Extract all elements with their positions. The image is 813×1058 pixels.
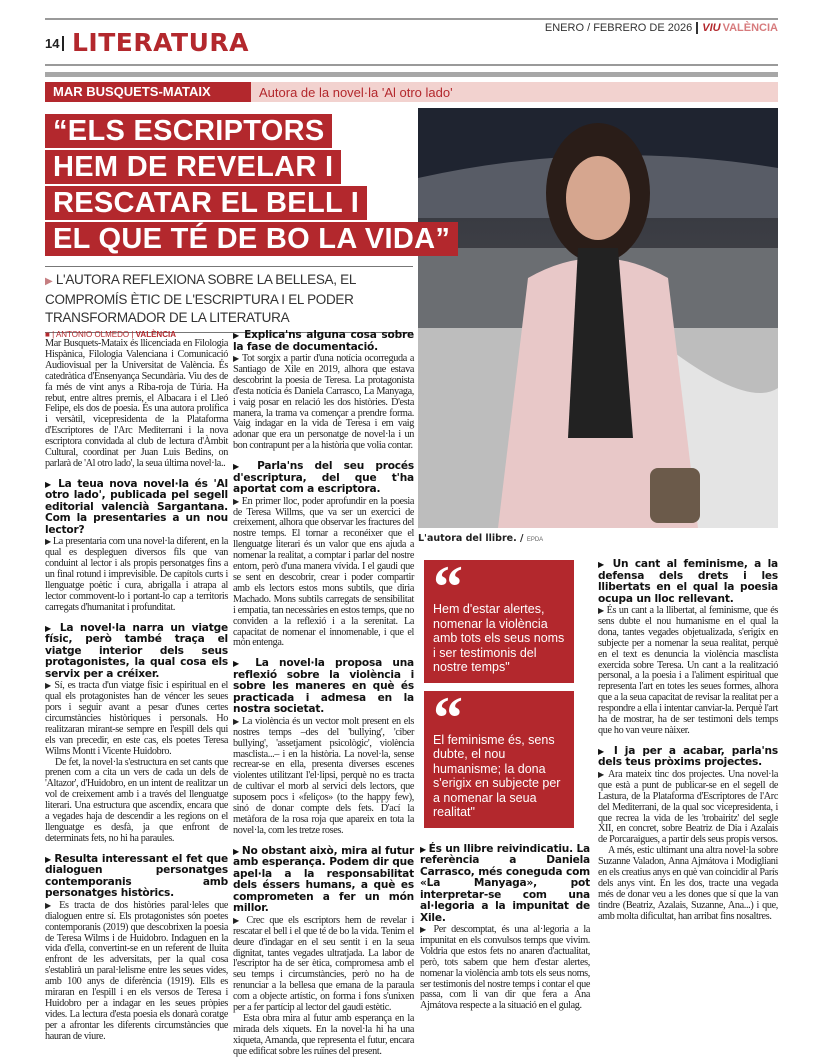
interview-answer (598, 606, 778, 737)
interview-question (233, 846, 414, 915)
dateline (545, 22, 778, 34)
arrow-icon: ▶ (45, 623, 60, 633)
author-role: Autora de la novel·la 'Al otro lado' (259, 84, 453, 100)
interview-question (45, 479, 228, 537)
interview-answer (45, 537, 228, 613)
interview-answer (233, 916, 414, 1014)
interview-question (598, 746, 778, 769)
header-rule (45, 64, 778, 66)
answer-text: Es tracta de dos històries paral·leles que dialoguen entre sí. Els protagonistes són poetes contemporanis (2019) que descobrixen la poesia de Teresa Wilms i de Huidobro. Indaguen en la vida d'ella, convertint-se en un referent de lluita enfront de les adversitats, per la qual cosa s'establirà un paral·lelisme entre les seues vides, amb 100 anys de diferència (1919). Ells es miraran en l'espill i en els versos de Teresa i Huidobro per a indagar en les seues pròpies vides. La lectura d'esta poesia els donarà coratge per a afrontar les diferents circumstàncies que hauran de viure. (45, 899, 228, 1042)
question-text: No obstant això, mira al futur amb esperança. Podem dir que apel·la a la responsabilitat dels éssers humans, a què es comprometen a fer un món millor. (233, 844, 414, 915)
question-text: Explica'ns alguna cosa sobre la fase de documentació. (233, 329, 414, 353)
issue-date: ENERO / FEBRERO DE 2026 (544, 22, 693, 34)
interview-answer (598, 846, 778, 922)
article-column-2 (233, 329, 415, 1057)
interview-question (45, 623, 228, 681)
arrow-icon: ▶ (233, 716, 242, 726)
pull-quote-text: El feminisme és, sens dubte, el nou humanisme; la dona s'erigix en subjecte per a nomenar la seua realitat" (433, 732, 561, 819)
arrow-icon: ▶ (45, 854, 55, 864)
headline-line: HEM DE REVELAR I (45, 150, 341, 184)
arrow-icon: ▶ (233, 846, 242, 856)
arrow-icon: ▶ (233, 659, 256, 669)
answer-text: Ara mateix tinc dos projectes. Una novel·la que està a punt de publicar-se en el segell de Lastura, de la Plataforma d'Escriptores de l'Arc del Mediterrani, de la qual soc vicepresidenta, i que recrea la vida de les 'trobairitz' del segle XII, en concret, sobre Beatriz de Dia i Azalais de Porcaraigues, a partir dels seus propis versos. (598, 768, 779, 846)
interview-answer (233, 354, 414, 452)
pull-quote (424, 684, 574, 828)
arrow-icon: ▶ (233, 915, 247, 925)
headline (45, 114, 495, 258)
page-number: 14 (45, 36, 64, 51)
article-column-3 (420, 844, 590, 1013)
byline-city: VALÈNCIA (135, 330, 176, 339)
section-title: LITERATURA (72, 28, 249, 57)
answer-text: La presentaria com una novel·la diferent, en la qual es despleguen diversos fils que van conduint al lector i als propis personatges fins a un final rotund i imprevisible. De capítols curts i llenguatge poètic i cura, abrigalla i atrapa al lector commovent-lo i portant-lo cap a territoris carregats d'humanitat i profunditat. (45, 536, 228, 613)
triangle-icon: ▶ (45, 276, 53, 287)
header-bar (45, 72, 778, 77)
article-column-1 (45, 330, 229, 1042)
arrow-icon: ▶ (233, 496, 242, 506)
byline: ■ | ANTONIO OLMEDO | VALÈNCIA (45, 330, 176, 339)
interview-answer (45, 758, 228, 845)
arrow-icon: ▶ (233, 354, 242, 363)
subheadline (45, 266, 413, 333)
photo-caption (418, 533, 543, 544)
interview-question (598, 559, 778, 605)
interview-question (420, 844, 590, 925)
headline-line: RESCATAR EL BELL I (45, 186, 367, 220)
headline-line: “ELS ESCRIPTORS (45, 114, 332, 148)
pull-quote-text: Hem d'estar alertes, nomenar la violència amb tots els seus noms i ser testimonis del nostre temps" (433, 602, 565, 674)
top-rule (45, 18, 778, 20)
brand-logo: VIU VALÈNCIA (696, 22, 778, 34)
arrow-icon: ▶ (420, 925, 434, 934)
article-column-4 (598, 559, 778, 999)
square-icon: ■ (45, 330, 50, 339)
arrow-icon: ▶ (598, 560, 613, 569)
answer-text: De fet, la novel·la s'estructura en set cants que prenen com a cita un vers de cada un dels de 'Altazor', d'Huidobro, en un intent de realitzar un vol de creixement amb i a través del llenguatge literari. Una estructura que ascendix, encara que a vegades haja de descendir a les regions on el llenguatge es desfà, ja que enfront de determinats fets, no hi ha paraules. (45, 756, 228, 844)
subheadline-text: L'AUTORA REFLEXIONA SOBRE LA BELLESA, EL COMPROMÍS ÈTIC DE L'ESCRIPTURA I EL PODER TRANSFORMADOR DE LA LITERATURA (45, 272, 356, 325)
answer-text: Sí, es tracta d'un viatge físic i espiritual en el qual els protagonistes han de véncer les seues pors i seguir avant a pesar d'unes certes circumstàncies històriques i personals. Ho realitzaran mirant-se sempre en l'espill dels qui els van precedir, en este cas, els poetes Teresa Wilms Montt i Vicente Huidobro. (45, 680, 229, 757)
arrow-icon: ▶ (420, 844, 429, 854)
caption-text: L'autora del llibre. / (418, 533, 524, 544)
interview-answer (233, 717, 414, 837)
headline-line: EL QUE TÉ DE BO LA VIDA” (45, 222, 458, 256)
author-name: MAR BUSQUETS-MATAIX (45, 82, 251, 102)
arrow-icon: ▶ (45, 681, 55, 691)
interview-question (45, 854, 228, 900)
quote-mark-icon: “ (433, 684, 463, 751)
arrow-icon: ▶ (45, 537, 53, 547)
interview-answer (598, 770, 778, 846)
author-bar (45, 82, 778, 102)
interview-answer (45, 901, 228, 1043)
question-text: És un llibre reivindicatiu. La referència a Daniela Carrasco, més coneguda com «La Manyaga», pot interpretar-se com una al·legoria a la impunitat de Xile. (420, 842, 590, 924)
question-text: La teua nova novel·la és 'Al otro lado', publicada pel segell editorial valencià Sargantana. Com la presentaries a un nou lector? (45, 477, 228, 536)
answer-text: Per descomptat, és una al·legoria a la impunitat en els convulsos temps que vivim. Voldria que estos fets no anaren d'actualitat, però, tots sabem que hem d'estar alertes, nomenar la violència amb tots els seus noms, ser testimonis del nostre temps i contar el que passa, com li van dir que fera a Ana Ajmátova respecte a la situació en el gulag. (420, 924, 590, 1012)
interview-answer (420, 925, 590, 1012)
answer-text: Esta obra mira al futur amb esperança en la mirada dels xiquets. En la novel·la hi ha una xiqueta, Amanda, que representa el futur, encara que edificat sobre les ruïnes del present. (233, 1012, 414, 1057)
question-text: Parla'ns del seu procés d'escriptura, del que t'ha aportat com a escriptora. (233, 460, 414, 496)
arrow-icon: ▶ (598, 606, 607, 615)
photo-credit: EPDA (526, 537, 544, 543)
byline-author: ANTONIO OLMEDO (55, 330, 130, 339)
interview-answer (45, 681, 228, 757)
quote-mark-icon: “ (433, 554, 463, 620)
answer-text: És un cant a la llibertat, al feminisme, que és sens dubte el nou humanisme en el qual la dona, tantes vegades objetualizada, s'erigix en subjecte per a nomenar la seua realitat, perquè en el text es denuncia la violència masclista exercida sobre Teresa. Un cant a la realització personal, a la poesia i a l'aliment espiritual que representa l'art en totes les seues formes, alhora que a la seua capacitat de revisar la realitat per a respondre a ella i intentar canviar-la. Perquè l'art ha de mostrar, ha de ser testimoni dels temps que ho van veure nàixer. (598, 605, 778, 736)
answer-text: Tot sorgix a partir d'una notícia ocorreguda a Santiago de Xile en 2019, alhora que estava descobrint la poesia de Teresa. La protagonista d'esta notícia és Daniela Carrasco, La Manyaga, i vaig posar en relació les dos històries. D'esta manera, la trama va començar a prendre forma. Vaig indagar en la vida de Teresa i em vaig adonar que era un personatge de novel·la i un bon contrapunt per a la història que volia contar. (233, 353, 414, 452)
article-column-3-wrapper (420, 554, 592, 1012)
arrow-icon: ▶ (233, 331, 245, 340)
question-text: Resulta interessant el fet que dialoguen personatges contemporanis amb personatges històrics. (45, 852, 228, 900)
pull-quote (424, 554, 574, 683)
answer-text: La violència és un vector molt present en els nostres temps –des del 'bullying', 'ciber bullying', 'assetjament psicològic', violència masclista...– i en la història. La novel·la, sense recrear-se en ella, presenta diverses escenes violentes utilitzant l'el·lipsi, perquè no es tracta de cultivar el morb al servici dels lectors, que suposem pocs i «feliços» (to the happy few), sinó de donar compte dels fets. D'ací la metàfora de la rosa roja que apareix en tota la novel·la, com les tretze roses. (233, 715, 415, 836)
arrow-icon: ▶ (598, 746, 614, 756)
article-intro: Mar Busquets-Mataix és llicenciada en Filologia Hispànica, Filologia Valenciana i Comunicació Audiovisual per la Universitat de València. És catedràtica d'Ensenyança Secundària. Viu des de fa més de vint anys a Riba-roja de Túria. Ha rebut, entre altres premis, el Albacara i el Lleó Felipe, els dos de poesia. És una autora prolífica i versàtil, vicepresidenta de la Plataforma d'Escriptores de l'Arc Mediterrani i la nova escriptora convidada al club de lectura d'Àmbit Cultural, coordinat per Juan Luis Bedins, on parlarà de 'Al otro lado', la seua última novel·la.. (45, 338, 228, 469)
interview-question (233, 658, 414, 716)
answer-text: En primer lloc, poder aprofundir en la poesia de Teresa Willms, que va ser un exercici de creixement, alhora que observar les fractures del nostre temps. El tornar a reconéixer que el llenguatge literari és un valor que ens ajuda a nomenar la realitat, a comptar i parlar del nostre entorn, però d'una manera vívida. I el gaudi que se sent en descobrir, crear i poder compartir amb els lectors estos mons subtils, que diria Machado. Mons subtils carregats de sensibilitat i empatia, tan necessàries en estos temps, que no conviden a la reflexió i a la serenitat. La capacitat de nomenar el innomenable, i que el món entenga. (233, 495, 415, 649)
interview-question (233, 461, 414, 496)
answer-text: Crec que els escriptors hem de revelar i rescatar el bell i el que té de bo la vida. Tenim el deure d'indagar en el seu sentit i en la seua dignitat, tantes vegades ultratjada. La labor de l'escriptor ha de ser ètica, compromesa amb el seu temps i circumstàncies, però no ha de renunciar a la bellesa que emana de la paraula com a objecte artístic, on forma i fons s'unixen per a fer partícip al lector del gaudi estètic. (233, 914, 415, 1014)
arrow-icon: ▶ (598, 769, 609, 779)
interview-answer (233, 1014, 414, 1058)
question-text: La novel·la narra un viatge físic, però també traça el viatge interior dels seus protagonistes, la qual cosa els servix per a créixer. (45, 621, 228, 680)
question-text: La novel·la proposa una reflexió sobre la violència i sobre les maneres en què és practicada i admesa en la nostra societat. (233, 657, 414, 716)
arrow-icon: ▶ (45, 900, 60, 910)
answer-text: A més, estic ultimant una altra novel·la sobre Suzanne Valadon, Anna Ajmátova i Modigliani en els creatius anys en què van coincidir al París dels anys vint. En les dos, tracte una vegada més de donar veu a les dones que sí que la van tindre (Beatriz, Azalais, Suzanne, Ana...) i que, amb molta dificultat, han arribat fins nosaltres. (598, 845, 778, 922)
arrow-icon: ▶ (45, 479, 59, 489)
interview-answer (233, 497, 414, 650)
arrow-icon: ▶ (233, 462, 258, 472)
question-text: I ja per a acabar, parla'ns dels teus pròxims projectes. (598, 744, 778, 769)
question-text: Un cant al feminisme, a la defensa dels drets i les llibertats en el qual la poesia ocupa un lloc rellevant. (598, 558, 778, 605)
interview-question (233, 330, 414, 353)
